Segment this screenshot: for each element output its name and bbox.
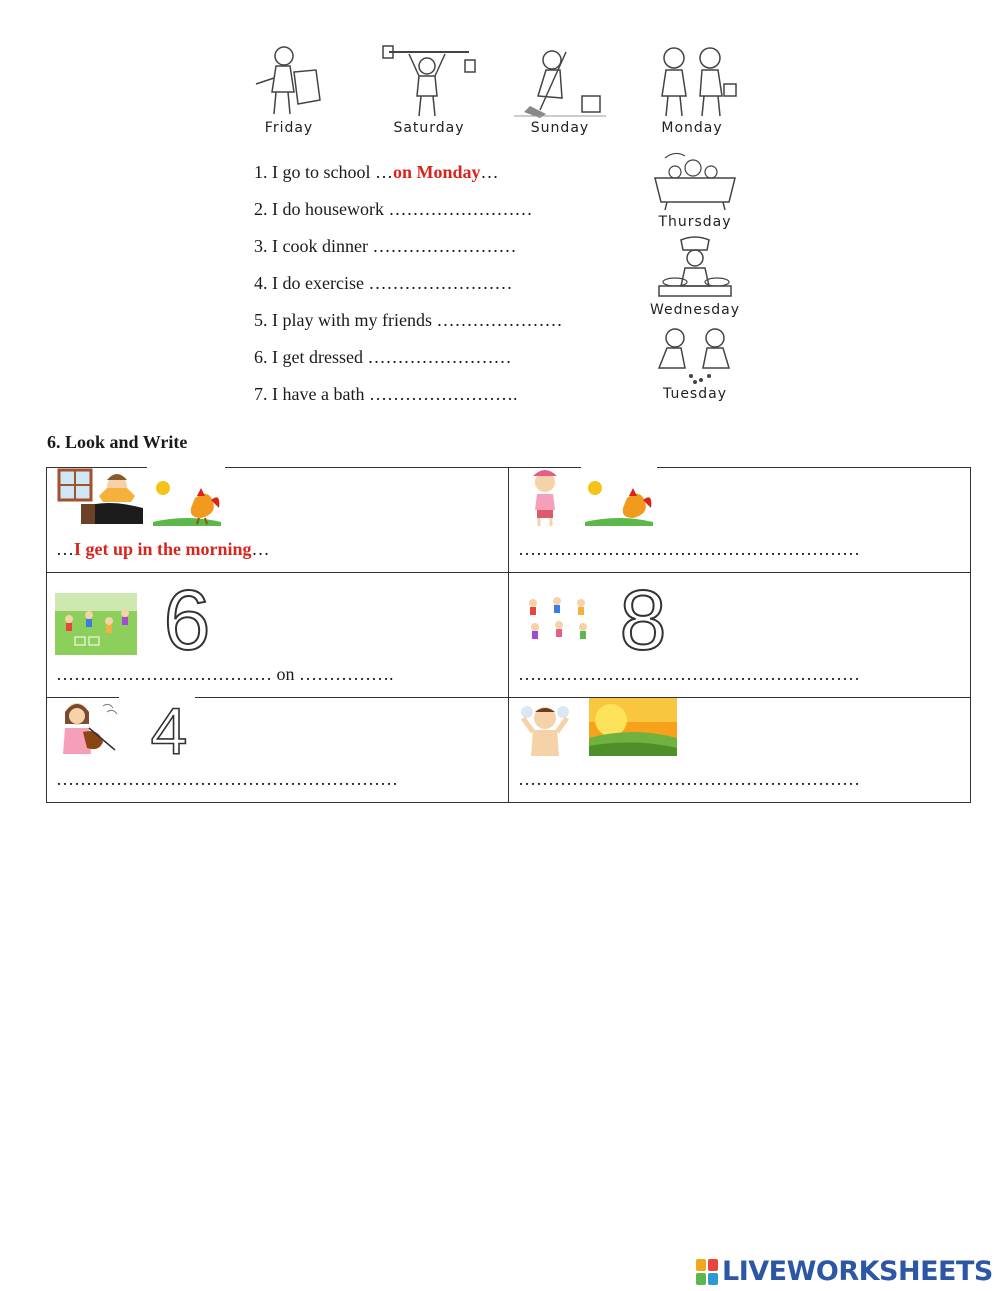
sentence-5[interactable] (254, 308, 562, 345)
boy-exercising-icon (379, 44, 479, 120)
girl-stretching-icon (523, 468, 569, 526)
boy-cooking-icon (645, 236, 745, 302)
day-label-thursday: Thursday (658, 214, 732, 230)
sentence-1 (254, 160, 562, 197)
girl-waking-up-icon (55, 468, 145, 526)
cell-exercise-eight (509, 573, 971, 698)
section-title: 6. Look and Write (47, 432, 188, 452)
cell-get-up (47, 468, 509, 573)
answer-post: … (251, 539, 270, 559)
logo-mark-icon (696, 1259, 718, 1285)
number-four-text: 4 (150, 698, 188, 758)
cell-answer-line[interactable]: ………………………………………………… (518, 539, 860, 559)
day-picture-wednesday (634, 236, 756, 318)
cell-wash-evening (509, 698, 971, 803)
cell-violin-four (47, 698, 509, 803)
sentence-text: 6. I get dressed …………………… (254, 347, 512, 367)
cell-answer-line[interactable] (56, 664, 394, 685)
look-and-write-table (46, 467, 971, 803)
sentence-text: 7. I have a bath ……………………. (254, 384, 518, 404)
sentence-text: 4. I do exercise …………………… (254, 273, 513, 293)
children-playing-icon (645, 324, 745, 386)
rooster-morning-icon (151, 478, 223, 526)
number-eight-text: 8 (619, 579, 667, 655)
day-label-sunday: Sunday (530, 120, 590, 136)
number-six-text: 6 (163, 579, 211, 655)
boy-washing-icon (519, 702, 571, 756)
sunset-icon (589, 698, 677, 756)
day-picture-thursday (640, 148, 750, 230)
sentence-6[interactable] (254, 345, 562, 382)
sentence-text: 3. I cook dinner …………………… (254, 236, 517, 256)
girl-violin-icon (53, 698, 119, 756)
sentence-text: 5. I play with my friends ………………… (254, 310, 563, 330)
sentence-4[interactable] (254, 271, 562, 308)
day-picture-sunday (508, 44, 612, 136)
day-picture-monday (640, 44, 744, 136)
sentence-7[interactable] (254, 382, 562, 419)
cell-answer-line[interactable]: ………………………………………………… (518, 664, 860, 684)
answer-dots-2: ……………. (299, 664, 394, 684)
children-going-to-school-icon (642, 44, 742, 120)
number-eight-icon (613, 579, 673, 655)
rooster-morning-icon (583, 478, 655, 526)
logo-text: LIVEWORKSHEETS (722, 1256, 993, 1287)
bathtub-icon (645, 148, 745, 214)
answer-on: on (272, 664, 299, 684)
day-label-friday: Friday (264, 120, 314, 136)
answer-pre: … (56, 539, 74, 559)
answer-dots-1: ……………………………… (56, 664, 272, 684)
cell-answer[interactable]: I get up in the morning (74, 539, 252, 559)
cell-answer-line[interactable]: ………………………………………………… (56, 769, 398, 789)
cell-morning-girl (509, 468, 971, 573)
sentence-list (254, 160, 562, 419)
children-exercising-icon (523, 595, 599, 647)
cell-play-six (47, 573, 509, 698)
liveworksheets-logo (696, 1256, 993, 1287)
cell-answer-line[interactable]: ………………………………………………… (518, 769, 860, 789)
sentence-tail: … (480, 162, 499, 182)
day-picture-friday (244, 44, 334, 136)
cell-answer-line[interactable] (56, 539, 270, 560)
number-four-icon (141, 698, 197, 758)
sentence-2[interactable] (254, 197, 562, 234)
sentence-answer[interactable]: on Monday (393, 162, 481, 182)
day-picture-saturday (374, 44, 484, 136)
day-label-saturday: Saturday (393, 120, 465, 136)
sentence-text: 2. I do housework …………………… (254, 199, 533, 219)
day-picture-tuesday (640, 324, 750, 402)
children-playing-park-icon (55, 593, 137, 655)
day-label-monday: Monday (661, 120, 723, 136)
girl-sweeping-icon (510, 44, 610, 120)
number-six-icon (157, 579, 217, 655)
day-label-wednesday: Wednesday (649, 302, 741, 318)
girl-ironing-icon (254, 44, 324, 120)
sentence-3[interactable] (254, 234, 562, 271)
sentence-text: 1. I go to school … (254, 162, 393, 182)
day-label-tuesday: Tuesday (663, 386, 727, 402)
